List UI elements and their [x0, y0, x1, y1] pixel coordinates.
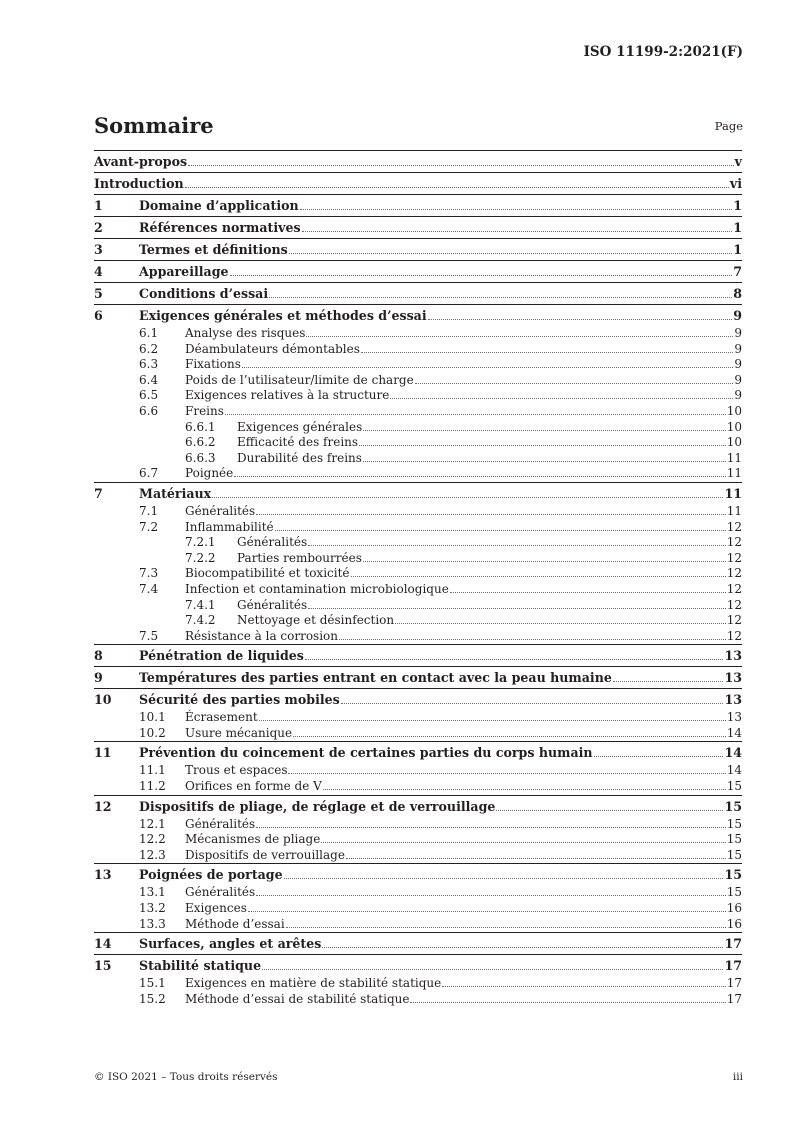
- toc-entry[interactable]: [94, 992, 742, 1008]
- dot-leader: [346, 858, 726, 859]
- toc-entry[interactable]: [94, 373, 742, 389]
- toc-entry[interactable]: [94, 613, 742, 629]
- toc-entry[interactable]: [94, 520, 742, 536]
- toc-entry-page: 9: [734, 388, 742, 403]
- toc-entry[interactable]: [94, 741, 742, 763]
- toc-entry[interactable]: [94, 817, 742, 833]
- dot-leader: [293, 736, 726, 737]
- toc-entry-title: Inflammabilité: [185, 519, 274, 534]
- toc-entry[interactable]: [94, 304, 742, 326]
- dot-leader: [300, 209, 733, 210]
- toc-entry-title: Matériaux: [139, 485, 212, 501]
- toc-entry-number: 6.6.1: [185, 419, 216, 434]
- toc-entry[interactable]: [94, 779, 742, 795]
- page-column-label: Page: [714, 119, 743, 133]
- toc-entry[interactable]: [94, 451, 742, 467]
- toc-entry-page: 14: [726, 725, 742, 740]
- dot-leader: [262, 969, 723, 970]
- toc-entry-title: Déambulateurs démontables: [185, 341, 360, 356]
- toc-entry-number: 3: [94, 242, 103, 257]
- toc-entry[interactable]: [94, 420, 742, 436]
- toc-entry-number: 6.1: [139, 326, 159, 340]
- toc-entry-page: 8: [733, 286, 742, 301]
- toc-entry-title: Termes et définitions: [139, 242, 288, 257]
- toc-entry-number: 12.1: [139, 816, 166, 831]
- toc-entry[interactable]: [94, 976, 742, 992]
- toc-entry-number: 9: [94, 670, 103, 686]
- toc-entry[interactable]: [94, 150, 742, 172]
- toc-entry-number: 15.1: [139, 976, 166, 991]
- toc-entry-number: 13.3: [139, 916, 166, 931]
- toc-entry[interactable]: [94, 216, 742, 238]
- toc-entry[interactable]: [94, 848, 742, 864]
- toc-entry-title: Dispositifs de pliage, de réglage et de verrouillage: [139, 798, 496, 814]
- dot-leader: [306, 336, 733, 337]
- dot-leader: [395, 623, 726, 624]
- toc-entry[interactable]: [94, 582, 742, 598]
- toc-entry-number: 15.2: [139, 991, 166, 1006]
- toc-entry[interactable]: [94, 282, 742, 304]
- dot-leader: [308, 608, 726, 609]
- dot-leader: [212, 497, 723, 498]
- toc-entry-title: Surfaces, angles et arêtes: [139, 936, 322, 952]
- toc-entry-page: 17: [726, 976, 742, 991]
- toc-entry-number: 12.3: [139, 847, 166, 862]
- toc-entry-title: Orifices en forme de V: [185, 779, 322, 794]
- table-of-contents: [94, 150, 742, 1007]
- toc-entry[interactable]: [94, 644, 742, 666]
- toc-entry-number: 11.2: [139, 779, 166, 794]
- toc-entry-title: Trous et espaces: [185, 763, 288, 778]
- toc-entry-number: 10.2: [139, 725, 166, 740]
- toc-entry-title: Poignées de portage: [139, 867, 283, 883]
- toc-entry-page: 15: [726, 847, 742, 862]
- dot-leader: [242, 367, 734, 368]
- toc-entry-number: 7.2.2: [185, 550, 216, 565]
- toc-entry-page: 11: [726, 450, 742, 465]
- toc-entry-page: 9: [734, 357, 742, 372]
- toc-entry-title: Dispositifs de verrouillage: [185, 847, 345, 862]
- dot-leader: [339, 639, 726, 640]
- toc-entry-number: 6.7: [139, 466, 159, 481]
- dot-leader: [428, 319, 733, 320]
- dot-leader: [256, 827, 726, 828]
- toc-entry-title: Nettoyage et désinfection: [237, 613, 395, 628]
- dot-leader: [284, 878, 724, 879]
- toc-entry-title: Analyse des risques: [185, 326, 306, 340]
- toc-entry-page: 14: [726, 763, 742, 778]
- toc-entry-title: Mécanismes de pliage: [185, 832, 321, 847]
- dot-leader: [613, 681, 724, 682]
- toc-entry[interactable]: [94, 763, 742, 779]
- dot-leader: [323, 789, 726, 790]
- dot-leader: [351, 576, 726, 577]
- toc-entry-page: 17: [724, 958, 742, 974]
- toc-entry-title: Exigences relatives à la structure: [185, 388, 390, 403]
- toc-entry[interactable]: [94, 504, 742, 520]
- toc-entry-page: 13: [726, 710, 742, 725]
- toc-entry-title: Introduction: [94, 176, 184, 191]
- toc-entry[interactable]: [94, 688, 742, 710]
- toc-entry-page: 14: [724, 745, 742, 761]
- toc-entry-number: 6.4: [139, 372, 159, 387]
- toc-entry-number: 6.3: [139, 357, 159, 372]
- toc-entry-number: 10.1: [139, 710, 166, 725]
- dot-leader: [256, 895, 726, 896]
- dot-leader: [259, 720, 726, 721]
- toc-entry-page: 17: [724, 936, 742, 952]
- toc-entry-page: 12: [726, 550, 742, 565]
- toc-entry-page: 10: [726, 419, 742, 434]
- toc-entry-number: 6.5: [139, 388, 159, 403]
- toc-entry-number: 7.2: [139, 519, 159, 534]
- toc-entry-page: 9: [734, 372, 742, 387]
- toc-entry[interactable]: [94, 535, 742, 551]
- toc-entry-page: 11: [726, 503, 742, 518]
- page-number: iii: [732, 1071, 743, 1083]
- toc-entry-number: 8: [94, 648, 103, 664]
- toc-entry[interactable]: [94, 342, 742, 358]
- toc-entry-page: 9: [733, 308, 742, 323]
- toc-entry-page: 12: [726, 628, 742, 643]
- dot-leader: [289, 253, 732, 254]
- toc-entry-number: 7: [94, 485, 103, 501]
- dot-leader: [234, 476, 725, 477]
- toc-entry[interactable]: [94, 932, 742, 954]
- toc-entry-title: Exigences: [185, 901, 247, 916]
- toc-entry[interactable]: [94, 954, 742, 976]
- toc-entry-title: Généralités: [237, 597, 308, 612]
- toc-entry-number: 13: [94, 867, 112, 883]
- toc-entry-number: 7.1: [139, 503, 159, 518]
- toc-entry[interactable]: [94, 482, 742, 504]
- toc-entry-page: 13: [724, 648, 742, 664]
- toc-entry-number: 11: [94, 745, 112, 761]
- toc-entry-page: 1: [733, 220, 742, 235]
- dot-leader: [322, 947, 723, 948]
- toc-entry-title: Résistance à la corrosion: [185, 628, 338, 643]
- toc-entry-page: v: [734, 154, 742, 169]
- toc-entry[interactable]: [94, 566, 742, 582]
- toc-entry-number: 2: [94, 220, 103, 235]
- dot-leader: [302, 231, 733, 232]
- toc-entry-title: Biocompatibilité et toxicité: [185, 566, 350, 581]
- dot-leader: [286, 927, 726, 928]
- toc-entry-page: 9: [734, 341, 742, 356]
- toc-entry-title: Exigences en matière de stabilité statique: [185, 976, 442, 991]
- toc-entry[interactable]: [94, 710, 742, 726]
- copyright-notice: © ISO 2021 – Tous droits réservés: [94, 1071, 278, 1083]
- toc-entry[interactable]: [94, 260, 742, 282]
- toc-entry-title: Exigences générales et méthodes d’essai: [139, 308, 427, 323]
- toc-entry[interactable]: [94, 863, 742, 885]
- toc-entry-page: 1: [733, 242, 742, 257]
- toc-entry[interactable]: [94, 551, 742, 567]
- toc-entry-page: 15: [726, 779, 742, 794]
- dot-leader: [410, 1002, 725, 1003]
- toc-entry[interactable]: [94, 901, 742, 917]
- toc-entry-title: Efficacité des freins: [237, 435, 359, 450]
- toc-entry-page: 11: [726, 466, 742, 481]
- dot-leader: [594, 756, 724, 757]
- toc-entry-number: 6: [94, 308, 103, 323]
- toc-entry[interactable]: [94, 404, 742, 420]
- toc-entry-number: 6.6.3: [185, 450, 216, 465]
- dot-leader: [225, 414, 726, 415]
- toc-entry-page: 13: [724, 670, 742, 686]
- dot-leader: [450, 592, 726, 593]
- toc-entry-page: 9: [734, 326, 742, 340]
- toc-entry-page: 15: [724, 798, 742, 814]
- toc-entry-number: 7.5: [139, 628, 159, 643]
- toc-entry-title: Généralités: [185, 503, 256, 518]
- toc-entry[interactable]: [94, 629, 742, 645]
- toc-entry-title: Méthode d’essai de stabilité statique: [185, 991, 410, 1006]
- toc-entry-page: 15: [726, 816, 742, 831]
- toc-entry-number: 15: [94, 958, 112, 974]
- toc-entry-number: 7.4.1: [185, 597, 216, 612]
- toc-entry[interactable]: [94, 885, 742, 901]
- dot-leader: [415, 383, 734, 384]
- toc-entry-page: 15: [726, 832, 742, 847]
- toc-entry-number: 7.3: [139, 566, 159, 581]
- toc-entry[interactable]: [94, 388, 742, 404]
- toc-entry-page: 12: [726, 566, 742, 581]
- dot-leader: [321, 842, 725, 843]
- dot-leader: [230, 275, 733, 276]
- toc-entry-page: 10: [726, 435, 742, 450]
- toc-entry-title: Durabilité des freins: [237, 450, 362, 465]
- dot-leader: [361, 352, 733, 353]
- toc-entry[interactable]: [94, 194, 742, 216]
- toc-entry[interactable]: [94, 832, 742, 848]
- toc-entry[interactable]: [94, 917, 742, 933]
- toc-entry-page: 12: [726, 535, 742, 550]
- dot-leader: [363, 461, 726, 462]
- toc-entry-number: 10: [94, 692, 112, 708]
- toc-entry-title: Stabilité statique: [139, 958, 262, 974]
- toc-entry-title: Poignée: [185, 466, 234, 481]
- toc-entry-page: 13: [724, 692, 742, 708]
- toc-entry-number: 6.6.2: [185, 435, 216, 450]
- toc-entry-number: 6.2: [139, 341, 159, 356]
- toc-entry-title: Fixations: [185, 357, 241, 372]
- dot-leader: [363, 561, 726, 562]
- dot-leader: [288, 773, 725, 774]
- toc-entry-page: vi: [729, 176, 742, 191]
- toc-entry-title: Généralités: [237, 535, 308, 550]
- toc-entry-page: 16: [726, 916, 742, 931]
- toc-entry-number: 7.4.2: [185, 613, 216, 628]
- toc-entry-title: Prévention du coincement de certaines parties du corps humain: [139, 745, 593, 761]
- toc-entry-title: Pénétration de liquides: [139, 648, 304, 664]
- toc-entry-number: 12.2: [139, 832, 166, 847]
- toc-entry-page: 16: [726, 901, 742, 916]
- toc-entry[interactable]: [94, 726, 742, 742]
- toc-entry[interactable]: [94, 435, 742, 451]
- toc-entry[interactable]: [94, 598, 742, 614]
- toc-entry[interactable]: [94, 466, 742, 482]
- toc-entry-page: 11: [724, 485, 742, 501]
- toc-entry-number: 14: [94, 936, 112, 952]
- toc-entry-title: Exigences générales: [237, 419, 363, 434]
- toc-entry-page: 12: [726, 581, 742, 596]
- toc-entry-title: Méthode d’essai: [185, 916, 285, 931]
- toc-entry[interactable]: [94, 326, 742, 342]
- toc-entry-number: 4: [94, 264, 103, 279]
- toc-entry-number: 1: [94, 198, 103, 213]
- dot-leader: [256, 514, 726, 515]
- toc-entry-title: Généralités: [185, 885, 256, 900]
- toc-entry-number: 7.4: [139, 581, 159, 596]
- toc-entry-page: 17: [726, 991, 742, 1006]
- toc-entry[interactable]: [94, 172, 742, 194]
- toc-entry-number: 12: [94, 798, 112, 814]
- toc-entry-page: 12: [726, 597, 742, 612]
- toc-entry-title: Sécurité des parties mobiles: [139, 692, 340, 708]
- page-title: Sommaire: [94, 113, 214, 138]
- toc-entry-title: Températures des parties entrant en contact avec la peau humaine: [139, 670, 612, 686]
- toc-entry-page: 1: [733, 198, 742, 213]
- dot-leader: [390, 398, 733, 399]
- toc-entry-title: Domaine d’application: [139, 198, 299, 213]
- toc-entry-number: 5: [94, 286, 103, 301]
- dot-leader: [442, 986, 725, 987]
- toc-entry-number: 6.6: [139, 403, 159, 418]
- dot-leader: [341, 703, 724, 704]
- toc-entry-page: 12: [726, 613, 742, 628]
- dot-leader: [269, 297, 732, 298]
- dot-leader: [308, 545, 726, 546]
- toc-entry-title: Freins: [185, 403, 224, 418]
- toc-entry[interactable]: [94, 357, 742, 373]
- dot-leader: [363, 430, 725, 431]
- toc-entry-title: Infection et contamination microbiologique: [185, 581, 449, 596]
- toc-entry-number: 13.1: [139, 885, 166, 900]
- toc-entry-number: 11.1: [139, 763, 166, 778]
- toc-entry-title: Poids de l’utilisateur/limite de charge: [185, 372, 414, 387]
- toc-entry[interactable]: [94, 666, 742, 688]
- dot-leader: [275, 530, 726, 531]
- toc-entry-number: 13.2: [139, 901, 166, 916]
- toc-entry-title: Références normatives: [139, 220, 301, 235]
- toc-entry-page: 15: [724, 867, 742, 883]
- dot-leader: [305, 659, 724, 660]
- toc-entry-title: Écrasement: [185, 710, 258, 725]
- toc-entry-title: Avant-propos: [94, 154, 188, 169]
- dot-leader: [496, 810, 723, 811]
- dot-leader: [185, 187, 729, 188]
- toc-entry-page: 12: [726, 519, 742, 534]
- toc-entry-number: 7.2.1: [185, 535, 216, 550]
- toc-entry-title: Parties rembourrées: [237, 550, 362, 565]
- toc-entry-page: 7: [733, 264, 742, 279]
- dot-leader: [248, 911, 726, 912]
- dot-leader: [359, 445, 726, 446]
- toc-entry-page: 15: [726, 885, 742, 900]
- document-id: ISO 11199-2:2021(F): [583, 44, 743, 60]
- toc-entry-title: Usure mécanique: [185, 725, 293, 740]
- dot-leader: [188, 165, 734, 166]
- toc-entry[interactable]: [94, 795, 742, 817]
- toc-entry-title: Conditions d’essai: [139, 286, 269, 301]
- toc-entry-page: 10: [726, 403, 742, 418]
- toc-entry-title: Généralités: [185, 816, 256, 831]
- toc-entry-title: Appareillage: [139, 264, 229, 279]
- toc-entry[interactable]: [94, 238, 742, 260]
